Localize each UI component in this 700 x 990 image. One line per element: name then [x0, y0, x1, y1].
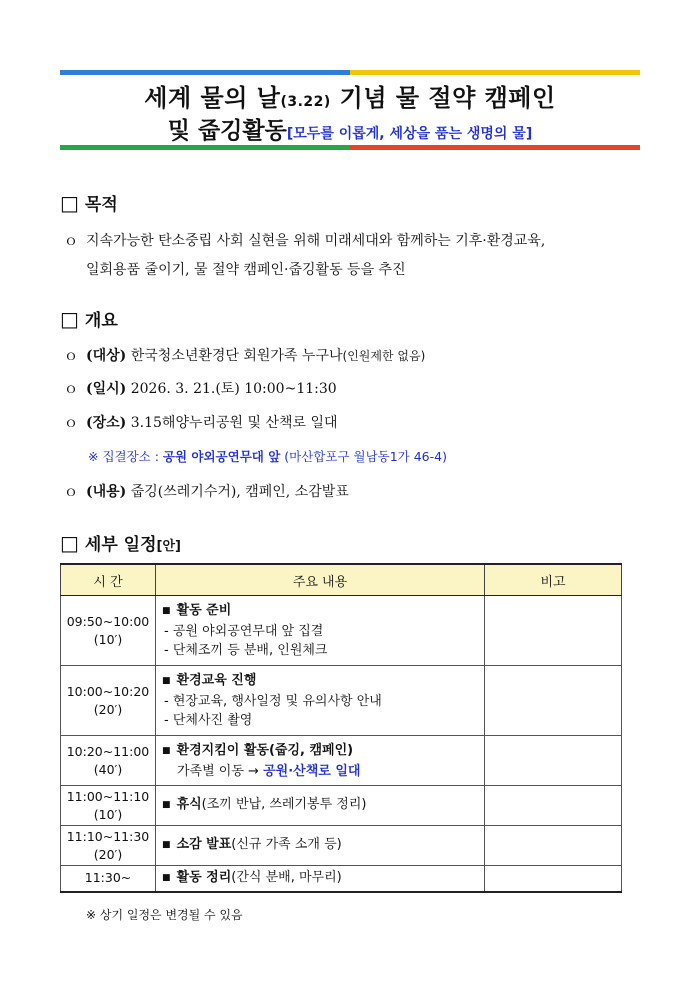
checkbox-square-icon: □: [60, 307, 79, 331]
activity-title: 환경지킴이 활동(줍깅, 캠페인): [176, 742, 354, 758]
item-label: (내용): [86, 484, 127, 500]
time-cell: [61, 596, 156, 666]
schedule-footnote: ※ 상기 일정은 변경될 수 있음: [86, 908, 243, 922]
activity-detail: - 공원 야외공연무대 앞 집결: [164, 624, 324, 639]
duration: (20′): [93, 846, 123, 862]
table-header-row: [61, 564, 622, 596]
duration: (40′): [93, 761, 123, 777]
activity-detail: (신규 가족 소개 등): [231, 837, 342, 852]
table-row: [61, 786, 622, 826]
overview-item-datetime: [64, 378, 337, 398]
circle-bullet-icon: ｏ: [64, 233, 78, 249]
circle-bullet-icon: ｏ: [64, 348, 78, 364]
table-row: [61, 826, 622, 866]
table-row: [61, 596, 622, 666]
title-text: 세계 물의 날: [144, 84, 281, 112]
gathering-note: [88, 447, 447, 465]
schedule-table: [60, 563, 622, 893]
square-bullet-icon: ■: [162, 676, 171, 686]
checkbox-square-icon: □: [60, 531, 79, 555]
note-cell: [485, 786, 622, 826]
activity-detail: - 단체사진 촬영: [164, 713, 253, 728]
title-date: (3.22): [280, 94, 331, 110]
activity-title: 소감 발표: [176, 837, 232, 852]
header-time: 시 간: [61, 564, 156, 596]
content-cell: [156, 786, 485, 826]
section-title: 개요: [84, 311, 118, 331]
item-text: 한국청소년환경단 회원가족 누구나: [126, 348, 343, 364]
note-cell: [485, 826, 622, 866]
time-range: 09:50~10:00: [66, 613, 150, 629]
overview-item-content: [64, 481, 349, 501]
table-row: [61, 666, 622, 736]
content-cell: [156, 736, 485, 786]
title-text: 기념 물 절약 캠페인: [330, 84, 556, 112]
note-cell: [485, 736, 622, 786]
content-cell: [156, 666, 485, 736]
activity-title: 활동 정리: [176, 869, 232, 885]
duration: (20′): [93, 701, 123, 717]
activity-detail: (간식 분배, 마무리): [231, 869, 342, 885]
note-cell: [485, 866, 622, 892]
time-range: 10:00~10:20: [66, 683, 150, 699]
item-text: 3.15해양누리공원 및 산책로 일대: [126, 415, 338, 431]
activity-detail: - 단체조끼 등 분배, 인원체크: [164, 643, 328, 658]
section-title-sub: [안]: [156, 539, 181, 554]
square-bullet-icon: ■: [162, 840, 171, 850]
header-note: 비고: [485, 564, 622, 596]
time-cell: [61, 786, 156, 826]
page-title: [60, 78, 640, 113]
section-title: 세부 일정: [84, 535, 157, 555]
content-cell: [156, 596, 485, 666]
activity-title: 환경교육 진행: [176, 673, 257, 688]
item-text: 줍깅(쓰레기수거), 캠페인, 소감발표: [126, 484, 349, 500]
activity-location: 공원·산책로 일대: [263, 763, 361, 779]
bar-segment: [350, 145, 640, 150]
bar-segment: [60, 70, 350, 75]
note-cell: [485, 596, 622, 666]
circle-bullet-icon: ｏ: [64, 381, 78, 397]
bar-segment: [60, 145, 350, 150]
item-label: (일시): [86, 381, 127, 397]
duration: (10′): [93, 806, 123, 822]
time-cell: [61, 666, 156, 736]
bar-segment: [350, 70, 640, 75]
section-heading-overview: [60, 306, 118, 331]
item-label: (대상): [86, 348, 127, 364]
content-cell: [156, 866, 485, 892]
purpose-text: 지속가능한 탄소중립 사회 실현을 위해 미래세대와 함께하는 기후·환경교육,: [86, 233, 546, 249]
square-bullet-icon: ■: [162, 800, 171, 810]
overview-item-place: [64, 412, 338, 432]
circle-bullet-icon: ｏ: [64, 484, 78, 500]
activity-detail: - 현장교육, 행사일정 및 유의사항 안내: [164, 694, 382, 709]
gathering-address: (마산합포구 월남동1가 46-4): [280, 449, 447, 464]
time-cell: [61, 826, 156, 866]
note-prefix: ※ 집결장소 :: [88, 449, 163, 464]
overview-item-target: [64, 345, 425, 365]
title-bottom-bar: [60, 145, 640, 150]
slogan-text: [모두를 이롭게, 세상을 품는 생명의 물]: [286, 126, 533, 142]
item-note: (인원제한 없음): [342, 349, 426, 363]
duration: (10′): [93, 631, 123, 647]
time-range: 10:20~11:00: [66, 743, 150, 759]
square-bullet-icon: ■: [162, 872, 171, 883]
title-top-bar: [60, 70, 640, 75]
time-range: 11:30~: [84, 870, 132, 886]
activity-title: 활동 준비: [176, 603, 232, 618]
section-heading-schedule: [60, 530, 181, 555]
item-text: 2026. 3. 21.(토) 10:00~11:30: [126, 381, 337, 397]
activity-title: 휴식: [176, 797, 202, 812]
square-bullet-icon: ■: [162, 745, 171, 756]
purpose-item: [64, 230, 545, 250]
circle-bullet-icon: ｏ: [64, 415, 78, 431]
gathering-place: 공원 야외공연무대 앞: [162, 449, 281, 464]
time-range: 11:00~11:10: [66, 788, 150, 804]
time-range: 11:10~11:30: [66, 828, 150, 844]
activity-detail: 가족별 이동 →: [177, 763, 264, 779]
table-row: [61, 736, 622, 786]
time-cell: [61, 736, 156, 786]
page-subtitle: [60, 112, 640, 145]
time-cell: [61, 866, 156, 892]
item-label: (장소): [86, 415, 127, 431]
purpose-text-cont: 일회용품 줄이기, 물 절약 캠페인·줍깅활동 등을 추진: [86, 262, 406, 278]
checkbox-square-icon: □: [60, 191, 79, 215]
content-cell: [156, 826, 485, 866]
subtitle-text: 및 줍깅활동: [167, 118, 287, 144]
header-content: 주요 내용: [156, 564, 485, 596]
note-cell: [485, 666, 622, 736]
section-title: 목적: [84, 195, 118, 215]
table-row: [61, 866, 622, 892]
square-bullet-icon: ■: [162, 606, 171, 616]
title-banner: [60, 70, 640, 150]
section-heading-purpose: [60, 190, 118, 215]
activity-detail: (조끼 반납, 쓰레기봉투 정리): [201, 797, 367, 812]
